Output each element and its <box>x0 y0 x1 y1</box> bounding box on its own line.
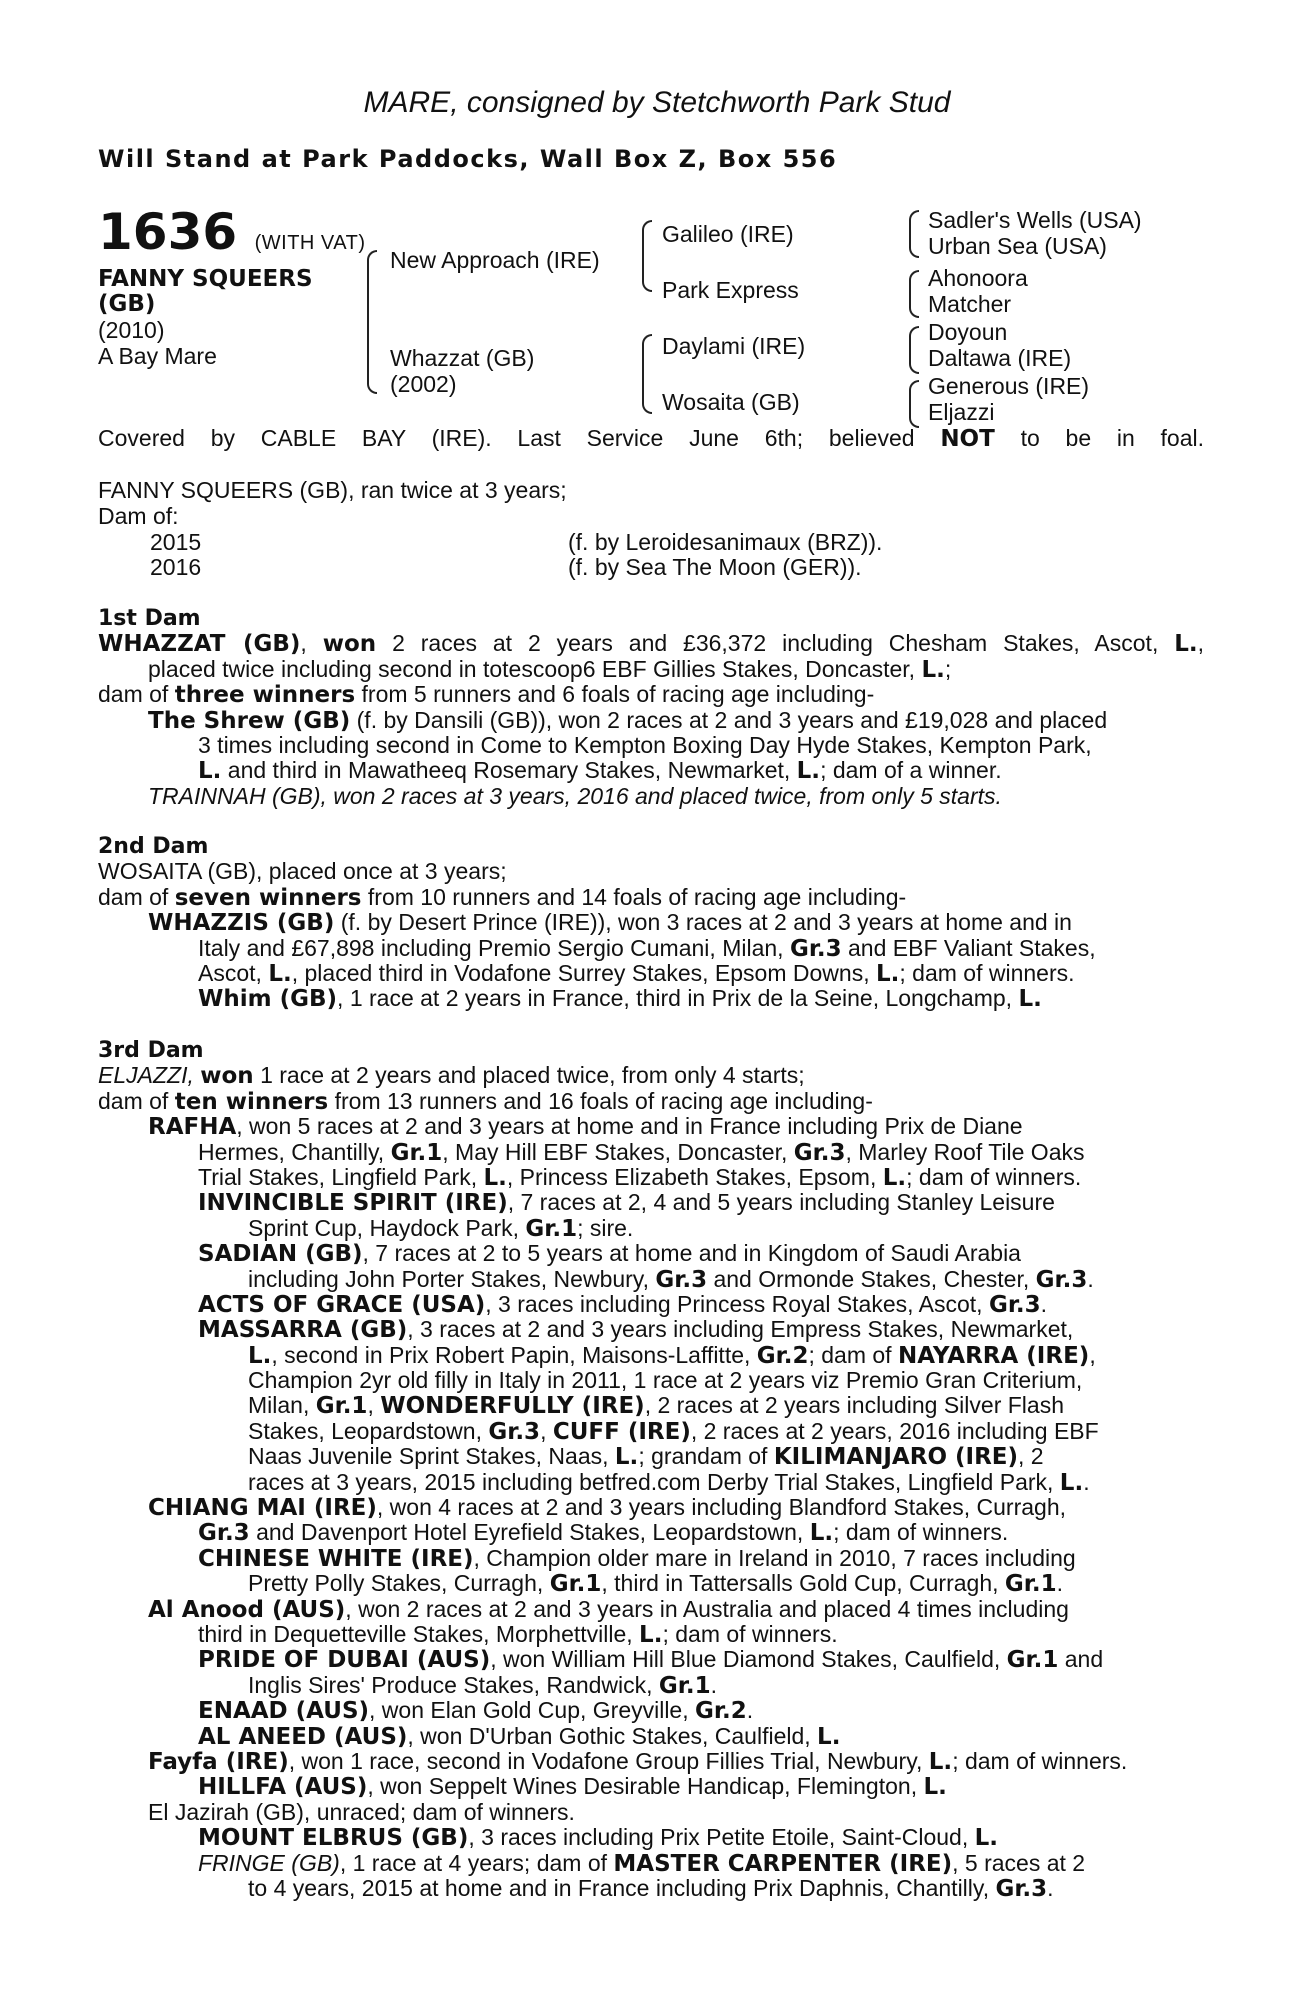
text: ; dam of winners. <box>833 1519 1009 1546</box>
text-line: 3 times including second in Come to Kempton Boxing Day Hyde Stakes, Kempton Park, <box>198 731 1092 758</box>
text: Stakes, Leopardstown, <box>248 1417 482 1444</box>
text: 1 race at 2 years and placed twice, from only 4 starts; <box>260 1062 805 1089</box>
text-line <box>98 1317 1204 1342</box>
text: . <box>1087 1265 1094 1292</box>
horse-name: MASTER CARPENTER (IRE) <box>613 1850 953 1877</box>
text: , <box>540 1417 547 1444</box>
text-line <box>98 1851 1204 1876</box>
text: dam of <box>98 1087 169 1114</box>
text-line <box>98 910 1204 935</box>
text-line <box>98 1063 1204 1088</box>
text: , 3 races including Princess Royal Stakes, Ascot, <box>485 1290 983 1317</box>
text: ten winners <box>174 1088 329 1115</box>
text-line <box>98 1724 1204 1749</box>
grade: Gr.3 <box>793 1139 846 1166</box>
text: , Champion older mare in Ireland in 2010, 7 races including <box>473 1544 1076 1571</box>
text-line <box>98 1089 1204 1114</box>
grade: Gr.1 <box>525 1215 578 1242</box>
text-line <box>98 1647 1204 1672</box>
text-line <box>98 758 1204 783</box>
grade: Gr.3 <box>198 1520 250 1547</box>
horse-name: Fayfa (IRE) <box>148 1748 289 1775</box>
text-line <box>98 986 1204 1011</box>
text: third in Dequetteville Stakes, Morphettville, <box>198 1620 633 1647</box>
produce-year-2015: 2015 <box>150 529 202 555</box>
section-heading: 2nd Dam <box>98 834 209 859</box>
horse-name: WHAZZIS (GB) <box>148 910 335 937</box>
lot-number <box>98 205 366 270</box>
section-heading: 3rd Dam <box>98 1038 204 1063</box>
text: ; dam of winners. <box>899 959 1075 986</box>
text: , 7 races at 2 to 5 years at home and in Kingdom of Saudi Arabia <box>362 1240 1021 1267</box>
grade: L. <box>921 656 945 683</box>
text: , 1 race at 4 years; dam of <box>339 1849 608 1876</box>
text: . <box>1083 1468 1090 1495</box>
text: , <box>1089 1341 1096 1368</box>
text-line <box>98 961 1204 986</box>
grade: Gr.2 <box>756 1342 809 1369</box>
text: . <box>1056 1570 1063 1597</box>
text: , placed third in Vodafone Surrey Stakes, Epsom Downs, <box>291 959 870 986</box>
text-line <box>98 1876 1204 1901</box>
grade: L. <box>809 1520 834 1547</box>
text: (f. by Desert Prince (IRE)), won 3 races at 2 and 3 years at home and in <box>340 909 1072 936</box>
grade: Gr.1 <box>658 1672 711 1699</box>
produce-dam-of: Dam of: <box>98 503 179 529</box>
grade: L. <box>268 960 292 987</box>
text-line <box>98 708 1204 733</box>
grade: L. <box>882 1164 907 1191</box>
horse-name: WHAZZAT (GB) <box>98 631 301 658</box>
text-line <box>98 657 1204 682</box>
text: , 5 races at 2 <box>952 1849 1086 1876</box>
grade: Gr.1 <box>549 1571 602 1598</box>
pedigree-sire-dam: Park Express <box>662 277 799 303</box>
pedigree-dds: Generous (IRE) <box>928 373 1090 399</box>
text-line <box>98 1495 1204 1520</box>
pedigree-sire: New Approach (IRE) <box>390 247 600 273</box>
pedigree-sss: Sadler's Wells (USA) <box>928 207 1142 233</box>
grade: Gr.2 <box>695 1698 747 1725</box>
text: and Ormonde Stakes, Chester, <box>713 1265 1030 1292</box>
text: won <box>322 631 377 658</box>
text: ; dam of winners. <box>906 1163 1082 1190</box>
horse-name: CHIANG MAI (IRE) <box>148 1495 377 1522</box>
text: Trial Stakes, Lingfield Park, <box>198 1163 478 1190</box>
covered-text: Covered by CABLE BAY (IRE). Last Service June 6th; believed <box>98 425 915 451</box>
text-line: Champion 2yr old filly in Italy in 2011, 1 race at 2 years viz Premio Gran Criterium, <box>248 1367 1083 1394</box>
covered-not: NOT <box>940 426 995 452</box>
vat-note: (WITH VAT) <box>254 232 366 254</box>
text-line <box>98 1622 1204 1647</box>
grade: Gr.1 <box>1006 1647 1059 1674</box>
text: . <box>710 1671 717 1698</box>
text: , <box>1197 630 1205 657</box>
horse-name: Whim (GB) <box>198 986 338 1013</box>
text: races at 3 years, 2015 including betfred.com Derby Trial Stakes, Lingfield Park, <box>248 1468 1054 1495</box>
text: , third in Tattersalls Gold Cup, Curragh, <box>601 1570 999 1597</box>
text: placed twice including second in totescoop6 EBF Gillies Stakes, Doncaster, <box>148 655 916 682</box>
text: , Princess Elizabeth Stakes, Epsom, <box>506 1163 877 1190</box>
text-line <box>98 1216 1204 1241</box>
horse-name: ENAAD (AUS) <box>198 1698 370 1725</box>
first-dam-section <box>98 606 1204 809</box>
grade: L. <box>817 1723 841 1750</box>
page-title: MARE, consigned by Stetchworth Park Stud <box>363 86 951 119</box>
horse-name: NAYARRA (IRE) <box>897 1342 1090 1369</box>
grade: L. <box>1059 1469 1084 1496</box>
grade: L. <box>923 1774 947 1801</box>
horse-name: INVINCIBLE SPIRIT (IRE) <box>198 1190 508 1217</box>
horse-name: FANNY SQUEERS <box>98 266 313 292</box>
pedigree-brace-dam <box>642 334 652 414</box>
text: from 5 runners and 6 foals of racing age including- <box>361 681 875 708</box>
text: won <box>200 1063 254 1090</box>
grade: L. <box>796 758 821 785</box>
pedigree-ddd: Eljazzi <box>928 399 995 425</box>
produce-note-2016: (f. by Sea The Moon (GER)). <box>568 554 862 580</box>
text: , won Elan Gold Cup, Greyville, <box>369 1697 689 1724</box>
text-line <box>98 1546 1204 1571</box>
grade: L. <box>1018 986 1042 1013</box>
lot-number-value: 1636 <box>98 203 238 261</box>
text: , second in Prix Robert Papin, Maisons-Laffitte, <box>271 1341 751 1368</box>
text: . <box>1047 1874 1054 1901</box>
pedigree-brace-dd <box>909 380 919 428</box>
text: , won 5 races at 2 and 3 years at home and in France including Prix de Diane <box>236 1113 1023 1140</box>
text-line <box>98 1749 1204 1774</box>
text: , 7 races at 2, 4 and 5 years including Stanley Leisure <box>507 1189 1055 1216</box>
text: ; <box>944 655 952 682</box>
third-dam-section <box>98 1038 1204 1901</box>
text: , won 2 races at 2 and 3 years in Australia and placed 4 times including <box>345 1595 1069 1622</box>
horse-name: The Shrew (GB) <box>148 707 351 734</box>
text: and <box>1064 1646 1104 1673</box>
horse-name: SADIAN (GB) <box>198 1241 363 1268</box>
text: , May Hill EBF Stakes, Doncaster, <box>442 1138 788 1165</box>
text-line <box>98 682 1204 707</box>
horse-name: ACTS OF GRACE (USA) <box>198 1291 486 1318</box>
text: 2 races at 2 years and £36,372 including Chesham Stakes, Ascot, <box>392 630 1159 657</box>
text-line <box>98 1419 1204 1444</box>
text-line <box>98 1393 1204 1418</box>
text: , won 1 race, second in Vodafone Group Fillies Trial, Newbury, <box>288 1747 923 1774</box>
horse-country: (GB) <box>98 291 156 317</box>
covered-text-end: to be in foal. <box>1020 425 1205 451</box>
text-line <box>98 1571 1204 1596</box>
text: including John Porter Stakes, Newbury, <box>248 1265 649 1292</box>
text: to 4 years, 2015 at home and in France including Prix Daphnis, Chantilly, <box>248 1874 990 1901</box>
text: seven winners <box>174 884 362 911</box>
pedigree-brace-sd <box>909 270 919 318</box>
text: and EBF Valiant Stakes, <box>848 934 1096 961</box>
grade: Gr.3 <box>488 1418 541 1445</box>
text: , <box>367 1392 374 1419</box>
grade: Gr.1 <box>390 1139 443 1166</box>
text: Milan, <box>248 1392 310 1419</box>
horse-description: A Bay Mare <box>98 343 217 369</box>
text: from 10 runners and 14 foals of racing age including- <box>367 883 907 910</box>
text-line <box>98 1165 1204 1190</box>
horse-name: CUFF (IRE) <box>552 1418 691 1445</box>
grade: Gr.3 <box>789 935 842 962</box>
pedigree-sds: Ahonoora <box>928 265 1028 291</box>
text: , 2 <box>1018 1443 1044 1470</box>
grade: L. <box>1174 631 1198 658</box>
produce-intro: FANNY SQUEERS (GB), ran twice at 3 years; <box>98 477 567 503</box>
second-dam-section <box>98 834 1204 1012</box>
text-line <box>98 1698 1204 1723</box>
grade: Gr.1 <box>315 1393 368 1420</box>
grade: L. <box>483 1164 507 1191</box>
horse-name: Al Anood (AUS) <box>148 1596 346 1623</box>
pedigree-dam: Whazzat (GB) <box>390 345 535 371</box>
section-heading: 1st Dam <box>98 606 201 631</box>
grade: Gr.3 <box>1035 1266 1088 1293</box>
horse-name: RAFHA <box>148 1114 237 1141</box>
text: three winners <box>174 682 356 709</box>
text-line <box>98 631 1204 656</box>
text-line <box>98 1292 1204 1317</box>
produce-note-2015: (f. by Leroidesanimaux (BRZ)). <box>568 529 883 555</box>
text: , won William Hill Blue Diamond Stakes, Caulfield, <box>490 1646 1001 1673</box>
pedigree-brace-ds <box>909 326 919 374</box>
grade: L. <box>974 1825 999 1852</box>
grade: Gr.3 <box>655 1266 708 1293</box>
text: , 3 races at 2 and 3 years including Empress Stakes, Newmarket, <box>407 1316 1074 1343</box>
text: , won 4 races at 2 and 3 years including Blandford Stakes, Curragh, <box>376 1494 1067 1521</box>
horse-name: KILIMANJARO (IRE) <box>773 1444 1019 1471</box>
text: dam of <box>98 681 169 708</box>
text-line <box>98 1444 1204 1469</box>
horse-name: FRINGE (GB) <box>198 1849 340 1876</box>
grade: L. <box>639 1621 663 1648</box>
text-line <box>98 1520 1204 1545</box>
grade: Gr.3 <box>995 1875 1048 1902</box>
text: , Marley Roof Tile Oaks <box>845 1138 1085 1165</box>
text-line: WOSAITA (GB), placed once at 3 years; <box>98 858 507 885</box>
grade: L. <box>614 1444 639 1471</box>
pedigree-brace-sire <box>642 220 652 292</box>
text: Italy and £67,898 including Premio Sergio Cumani, Milan, <box>198 934 784 961</box>
text-line <box>98 1114 1204 1139</box>
covered-statement <box>98 426 1204 452</box>
text-line <box>98 1343 1204 1368</box>
produce-year-2016: 2016 <box>150 554 202 580</box>
grade: L. <box>248 1342 272 1369</box>
pedigree-dss: Doyoun <box>928 319 1008 345</box>
text-line: El Jazirah (GB), unraced; dam of winners. <box>148 1798 575 1825</box>
text: Inglis Sires' Produce Stakes, Randwick, <box>248 1671 653 1698</box>
horse-name: AL ANEED (AUS) <box>198 1723 408 1750</box>
pedigree-sire-sire: Galileo (IRE) <box>662 221 794 247</box>
text: and Davenport Hotel Eyrefield Stakes, Leopardstown, <box>256 1519 804 1546</box>
text-line <box>98 936 1204 961</box>
text: Ascot, <box>198 959 262 986</box>
horse-name: HILLFA (AUS) <box>198 1774 368 1801</box>
grade: L. <box>198 758 222 785</box>
pedigree-dam-sire: Daylami (IRE) <box>662 333 806 359</box>
text-line: TRAINNAH (GB), won 2 races at 3 years, 2016 and placed twice, from only 5 starts. <box>148 782 1002 809</box>
grade: L. <box>875 960 900 987</box>
horse-name: ELJAZZI, <box>98 1062 194 1089</box>
text: , 3 races including Prix Petite Etoile, Saint-Cloud, <box>468 1824 969 1851</box>
text-line <box>98 1190 1204 1215</box>
text: , <box>300 630 307 657</box>
horse-name: MASSARRA (GB) <box>198 1317 408 1344</box>
horse-year: (2010) <box>98 317 165 343</box>
pedigree-dam-year: (2002) <box>390 371 457 397</box>
text: Sprint Cup, Haydock Park, <box>248 1214 520 1241</box>
horse-name: PRIDE OF DUBAI (AUS) <box>198 1647 491 1674</box>
pedigree-brace-main <box>367 250 377 394</box>
text-line <box>98 1470 1204 1495</box>
text: . <box>746 1697 754 1724</box>
text: and third in Mawatheeq Rosemary Stakes, Newmarket, <box>227 757 791 784</box>
text: , 2 races at 2 years including Silver Flash <box>644 1392 1064 1419</box>
text-line <box>98 1597 1204 1622</box>
text: , won D'Urban Gothic Stakes, Caulfield, <box>407 1722 811 1749</box>
stand-location: Will Stand at Park Paddocks, Wall Box Z, Box 556 <box>98 145 838 173</box>
text: . <box>1040 1290 1048 1317</box>
pedigree-dam-dam: Wosaita (GB) <box>662 389 800 415</box>
horse-name: CHINESE WHITE (IRE) <box>198 1545 474 1572</box>
grade: L. <box>928 1748 953 1775</box>
text-line <box>98 1140 1204 1165</box>
pedigree-sdd: Matcher <box>928 291 1012 317</box>
grade: Gr.1 <box>1004 1571 1057 1598</box>
text-line <box>98 1825 1204 1850</box>
text: Naas Juvenile Sprint Stakes, Naas, <box>248 1443 609 1470</box>
text: from 13 runners and 16 foals of racing age including- <box>334 1087 873 1114</box>
text: ; dam of a winner. <box>820 757 1002 784</box>
horse-name: WONDERFULLY (IRE) <box>380 1393 645 1420</box>
text: , 2 races at 2 years, 2016 including EBF <box>690 1417 1099 1444</box>
pedigree-brace-ss <box>909 210 919 258</box>
text-line <box>98 1673 1204 1698</box>
text: dam of <box>98 883 169 910</box>
text: ; sire. <box>577 1214 634 1241</box>
text-line <box>98 1774 1204 1799</box>
horse-name: MOUNT ELBRUS (GB) <box>198 1825 469 1852</box>
text: Hermes, Chantilly, <box>198 1138 385 1165</box>
grade: Gr.3 <box>988 1291 1041 1318</box>
text: (f. by Dansili (GB)), won 2 races at 2 and 3 years and £19,028 and placed <box>356 706 1108 733</box>
text: ; grandam of <box>638 1443 768 1470</box>
text-line <box>98 1267 1204 1292</box>
pedigree-ssd: Urban Sea (USA) <box>928 233 1107 259</box>
pedigree-dsd: Daltawa (IRE) <box>928 345 1072 371</box>
text-line <box>98 885 1204 910</box>
text: ; dam of winners. <box>952 1747 1128 1774</box>
text: ; dam of <box>808 1341 892 1368</box>
text-line <box>98 1241 1204 1266</box>
text: ; dam of winners. <box>662 1620 838 1647</box>
text: , won Seppelt Wines Desirable Handicap, Flemington, <box>367 1773 918 1800</box>
text: , 1 race at 2 years in France, third in Prix de la Seine, Longchamp, <box>337 985 1013 1012</box>
text: Pretty Polly Stakes, Curragh, <box>248 1570 544 1597</box>
